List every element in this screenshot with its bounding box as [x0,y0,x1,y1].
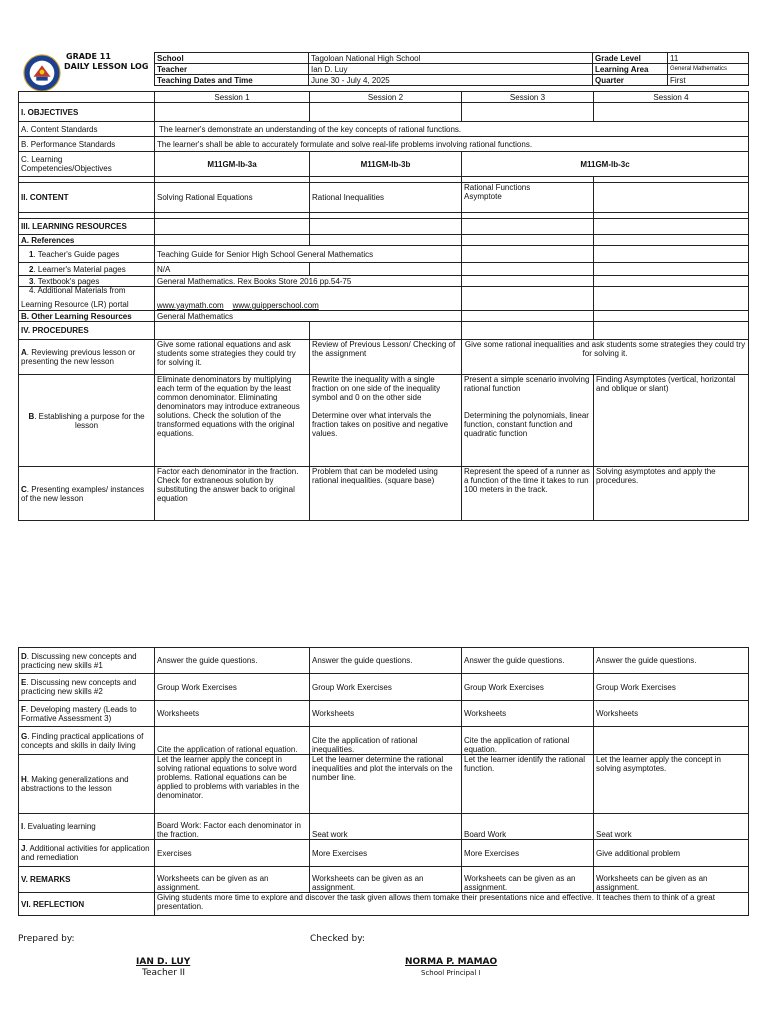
lesson-plan-table-top [18,91,749,521]
reflection-value: Giving students more time to explore and discover the task given allows them tomake their presentations nice and effective. It teaches them to think of a great presentation. [155,893,749,916]
content-session-2: Rational Inequalities [310,183,462,213]
learners-material-number: 2 [29,264,34,274]
lesson-plan-table-bottom [18,647,749,916]
proc-c-session-1: Factor each denominator in the fraction. Check for extraneous solution by substituting the answer back to original equation [155,467,310,521]
proc-b-label [19,375,155,467]
proc-d-session-3: Answer the guide questions. [462,648,594,674]
proc-c-text: . Presenting examples/ instances of the new lesson [21,484,145,503]
proc-c-letter: C [21,484,27,494]
grade-level-label: Grade Level [593,53,668,64]
proc-i-session-4: Seat work [594,814,749,840]
proc-b-session-1: Eliminate denominators by multiplying each term of the equation by the least common denominator. Eliminating denominators may introduce extraneous solutions. Check the solution of the transformed equations with the original equations. [155,375,310,467]
proc-c-session-3: Represent the speed of a runner as a function of the time it takes to run 100 meters in the track. [462,467,594,521]
proc-b-letter: B [28,411,35,421]
proc-a-session-2: Review of Previous Lesson/ Checking of the assignment [310,340,462,375]
proc-a-session-1: Give some rational equations and ask students some strategies they could try for solving it. [155,340,310,375]
remarks-session-4: Worksheets can be given as an assignment. [594,867,749,893]
proc-d-session-1: Answer the guide questions. [155,648,310,674]
proc-a-label [19,340,155,375]
grade-label: GRADE 11 [66,52,111,61]
teacher-label: Teacher [155,64,309,75]
additional-materials-line-2: Learning Resource (LR) portal [21,300,129,309]
prepared-by-label: Prepared by: [18,934,75,944]
proc-i-session-3: Board Work [462,814,594,840]
proc-e-session-1: Group Work Exercises [155,674,310,701]
dates-value: June 30 - July 4, 2025 [309,75,593,86]
proc-f-label [19,701,155,727]
proc-d-letter: D [21,651,27,661]
proc-g-letter: G [21,731,28,741]
proc-b-text: . Establishing a purpose for the lesson [34,411,145,430]
performance-standards-label: B. Performance Standards [19,137,155,152]
proc-h-text: . Making generalizations and abstractions to the lesson [21,775,129,793]
proc-b-session-2-part-1: Rewrite the inequality with a single fraction on one side of the inequality symbol and 0 on the other side [312,375,441,402]
proc-h-session-2: Let the learner determine the rational inequalities and plot the intervals on the number line. [310,755,462,814]
principal-signature-name: NORMA P. MAMAO [405,957,498,967]
proc-a-letter: A [21,348,27,357]
school-value: Tagoloan National High School [309,53,593,64]
learners-material-text: Learner's Material pages [37,264,126,274]
proc-f-session-2: Worksheets [310,701,462,727]
deped-seal-icon [23,54,61,92]
remarks-heading: V. REMARKS [19,867,155,893]
proc-g-session-3: Cite the application of rational equation. [462,727,594,755]
quarter-label: Quarter [593,75,668,86]
proc-c-session-4: Solving asymptotes and apply the procedures. [594,467,749,521]
competencies-label: C. Learning Competencies/Objectives [19,152,155,177]
guipperschool-link[interactable]: www.guipperschool.com [232,301,319,310]
proc-a-session-3-4: Give some rational inequalities and ask students some strategies they could try for solving it. [462,340,749,375]
competency-code-1: M11GM-Ib-3a [155,152,310,177]
teachers-guide-number: 1 [29,249,34,259]
proc-j-session-2: More Exercises [310,840,462,867]
proc-b-session-2-part-2: Determine over what intervals the fraction takes on positive and negative values. [312,411,449,438]
content-standards-value: The learner's demonstrate an understanding of the key concepts of rational functions. [155,122,749,137]
proc-i-session-2: Seat work [310,814,462,840]
dates-label: Teaching Dates and Time [155,75,309,86]
content-session-3-line-2: Asymptote [464,192,502,201]
proc-d-label [19,648,155,674]
content-session-1: Solving Rational Equations [155,183,310,213]
additional-materials-links [155,287,462,311]
teachers-guide-text: Teacher's Guide pages [37,249,120,259]
textbook-text: Textbook's pages [37,276,100,286]
teacher-value: Ian D. Luy [309,64,593,75]
teachers-guide-label: 1. Teacher's Guide pages [19,246,155,263]
principal-signature-title: School Principal I [421,969,481,977]
session-3-header: Session 3 [462,92,594,103]
proc-j-session-3: More Exercises [462,840,594,867]
proc-e-label [19,674,155,701]
proc-i-session-1: Board Work: Factor each denominator in the fraction. [155,814,310,840]
proc-c-label [19,467,155,521]
proc-j-text: . Additional activities for application and remediation [21,844,150,862]
proc-i-label [19,814,155,840]
content-session-3 [462,183,594,213]
proc-h-session-4: Let the learner apply the concept in solving asymptotes. [594,755,749,814]
proc-e-letter: E [21,678,27,687]
other-resources-value: General Mathematics [155,311,462,322]
proc-g-label [19,727,155,755]
learning-resources-heading: III. LEARNING RESOURCES [19,219,155,235]
additional-materials-line-1: 4. Additional Materials from [29,286,126,295]
performance-standards-value: The learner's shall be able to accurately formulate and solve real-life problems involving rational functions. [155,137,749,152]
content-heading: II. CONTENT [19,183,155,213]
teachers-guide-value: Teaching Guide for Senior High School General Mathematics [155,246,462,263]
proc-h-session-3: Let the learner identify the rational function. [462,755,594,814]
competency-code-3: M11GM-Ib-3c [462,152,749,177]
proc-c-session-2: Problem that can be modeled using rational inequalities. (square base) [310,467,462,521]
proc-j-session-4: Give additional problem [594,840,749,867]
proc-e-session-2: Group Work Exercises [310,674,462,701]
additional-materials-label [19,287,155,311]
proc-e-session-4: Group Work Exercises [594,674,749,701]
learners-material-value: N/A [155,263,310,276]
daily-lesson-log-title: DAILY LESSON LOG [64,62,149,71]
proc-f-session-3: Worksheets [462,701,594,727]
proc-g-session-2: Cite the application of rational inequalities. [310,727,462,755]
yaymath-link[interactable]: www.yaymath.com [157,301,224,310]
textbook-value: General Mathematics. Rex Books Store 2016 pp.54-75 [155,276,462,287]
objectives-heading: I. OBJECTIVES [19,103,155,122]
remarks-session-1: Worksheets can be given as an assignment. [155,867,310,893]
remarks-session-2: Worksheets can be given as an assignment. [310,867,462,893]
competency-code-2: M11GM-Ib-3b [310,152,462,177]
proc-b-session-3-part-2: Determining the polynomials, linear function, constant function and quadratic function [464,411,589,438]
content-standards-label: A. Content Standards [19,122,155,137]
proc-e-session-3: Group Work Exercises [462,674,594,701]
proc-d-session-2: Answer the guide questions. [310,648,462,674]
proc-j-session-1: Exercises [155,840,310,867]
learning-area-label: Learning Area [593,64,668,75]
proc-h-letter: H [21,775,27,784]
proc-f-session-1: Worksheets [155,701,310,727]
session-4-header: Session 4 [594,92,749,103]
header-info-table [154,52,749,86]
proc-d-text: . Discussing new concepts and practicing new skills #1 [21,651,137,670]
school-label: School [155,53,309,64]
proc-b-session-2 [310,375,462,467]
proc-g-session-1: Cite the application of rational equation. [155,727,310,755]
textbook-label: 3. Textbook's pages [19,276,155,287]
proc-i-letter: I [21,822,24,831]
proc-j-label [19,840,155,867]
grade-title [64,52,148,72]
references-label: A. References [19,235,155,246]
textbook-number: 3 [29,276,34,286]
proc-b-session-3-part-1: Present a simple scenario involving rational function [464,375,590,393]
proc-e-text: . Discussing new concepts and practicing new skills #2 [21,678,137,696]
remarks-session-3: Worksheets can be given as an assignment. [462,867,594,893]
session-1-header: Session 1 [155,92,310,103]
proc-i-text: . Evaluating learning [23,822,96,831]
proc-f-text: . Developing mastery (Leads to Formative Assessment 3) [21,704,137,723]
proc-a-text: . Reviewing previous lesson or presenting the new lesson [21,348,136,366]
teacher-signature-title: Teacher II [142,968,186,978]
checked-by-label: Checked by: [310,934,365,944]
proc-h-label [19,755,155,814]
proc-j-letter: J [21,844,26,853]
proc-b-session-3 [462,375,594,467]
other-resources-label: B. Other Learning Resources [19,311,155,322]
proc-b-session-4: Finding Asymptotes (vertical, horizontal and oblique or slant) [594,375,749,467]
teacher-signature-name: IAN D. LUY [136,957,191,967]
proc-f-letter: F [21,704,26,714]
grade-level-value: 11 [668,53,749,64]
proc-d-session-4: Answer the guide questions. [594,648,749,674]
procedures-heading: IV. PROCEDURES [19,322,155,340]
learners-material-label: 2. Learner's Material pages [19,263,155,276]
proc-g-text: . Finding practical applications of concepts and skills in daily living [21,731,144,750]
learning-area-value: General Mathematics [668,64,749,75]
proc-f-session-4: Worksheets [594,701,749,727]
reflection-heading: VI. REFLECTION [19,893,155,916]
content-session-3-line-1: Rational Functions [464,183,531,192]
quarter-value: First [668,75,749,86]
proc-h-session-1: Let the learner apply the concept in solving rational equations to solve word problems. Rational equations can be applied to problems with variables in the denominator. [155,755,310,814]
session-2-header: Session 2 [310,92,462,103]
